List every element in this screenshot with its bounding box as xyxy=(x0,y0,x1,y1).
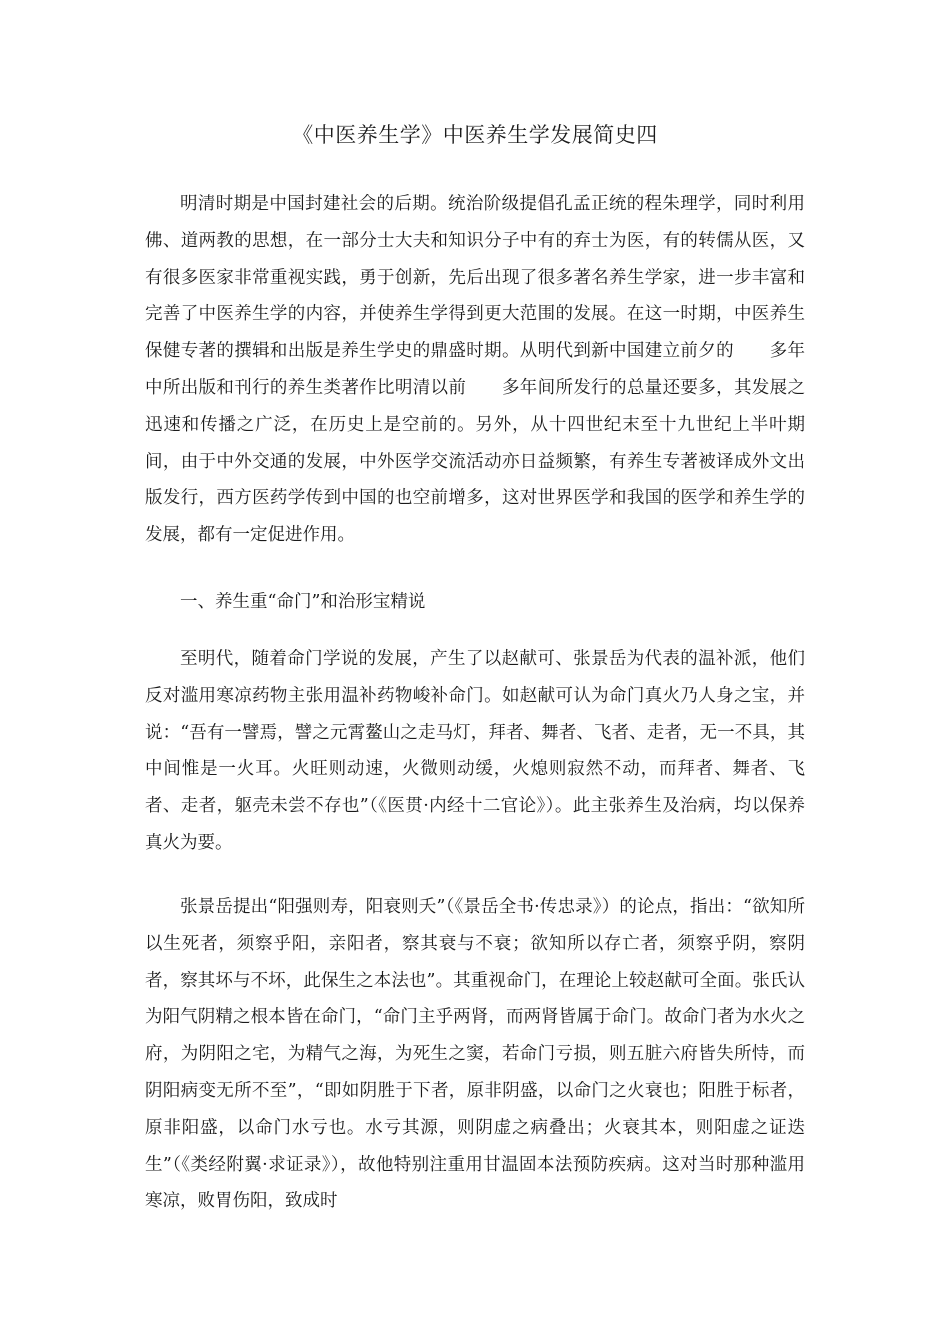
paragraph-zhao-xianke: 至明代，随着命门学说的发展，产生了以赵献可、张景岳为代表的温补派，他们反对滥用寒凉药物主张用温补药物峻补命门。如赵献可认为命门真火乃人身之宝，并说：“吾有一譬焉，譬之元霄鳌山之走马灯，拜者、舞者、飞者、走者，无一不具，其中间惟是一火耳。火旺则动速，火微则动缓，火熄则寂然不动，而拜者、舞者、飞者、走者，躯壳未尝不存也”（《医贯·内经十二官论》）。此主张养生及治病，均以保养真火为要。 xyxy=(145,649,805,853)
paragraph-ming-qing-overview: 明清时期是中国封建社会的后期。统治阶级提倡孔孟正统的程朱理学，同时利用佛、道两教的思想，在一部分士大夫和知识分子中有的弃士为医，有的转儒从医，又有很多医家非常重视实践，勇于创新，先后出现了很多著名养生学家，进一步丰富和完善了中医养生学的内容，并使养生学得到更大范围的发展。在这一时期，中医养生保健专著的撰辑和出版是养生学史的鼎盛时期。从明代到新中国建立前夕的 多年中所出版和刊行的养生类著作比明清以前 多年间所发行的总量还要多，其发展之迅速和传播之广泛，在历史上是空前的。另外，从十四世纪末至十九世纪上半叶期间，由于中外交通的发展，中外医学交流活动亦日益频繁，有养生专著被译成外文出版发行，西方医药学传到中国的也空前增多，这对世界医学和我国的医学和养生学的发展，都有一定促进作用。 xyxy=(145,194,805,546)
section-heading: 一、养生重“命门”和治形宝精说 xyxy=(180,592,426,612)
paragraph-zhang-jingyue: 张景岳提出“阳强则寿，阳衰则夭”（《景岳全书·传忠录》）的论点，指出：“欲知所以生死者，须察乎阳，亲阳者，察其衰与不衰；欲知所以存亡者，须察乎阴，察阴者，察其坏与不坏，此保生之本法也”。其重视命门，在理论上较赵献可全面。张氏认为阳气阴精之根本皆在命门，“命门主乎两肾，而两肾皆属于命门。故命门者为水火之府，为阴阳之宅，为精气之海，为死生之窦，若命门亏损，则五脏六府皆失所恃，而阴阳病变无所不至”，“即如阴胜于下者，原非阴盛，以命门之火衰也；阳胜于标者，原非阳盛，以命门水亏也。水亏其源，则阴虚之病叠出；火衰其本，则阳虚之证迭生”（《类经附翼·求证录》），故他特别注重用甘温固本法预防疾病。这对当时那种滥用寒凉，败胃伤阳，致成时 xyxy=(145,897,805,1212)
document-title: 《中医养生学》中医养生学发展简史四 xyxy=(292,123,658,147)
